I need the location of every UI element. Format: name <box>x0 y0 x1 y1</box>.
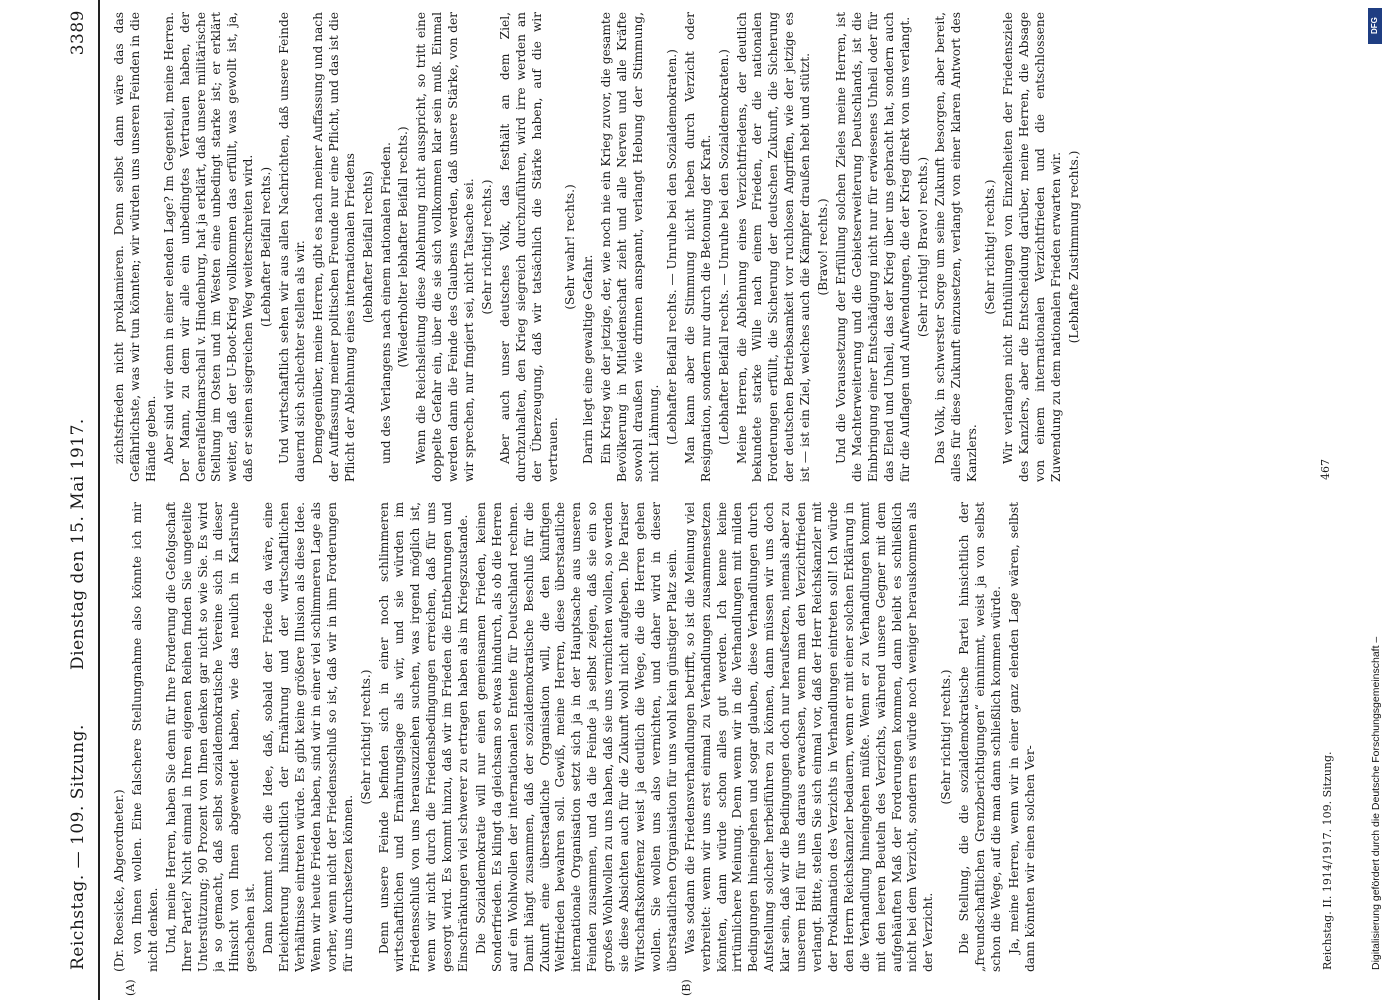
paragraph: Und, meine Herren, haben Sie denn für Ihre Forderung die Gefolgschaft Ihrer Partei? Nicht einmal in Ihren eigenen Reihen finden Sie ungeteilte Unterstützung; 90 Prozent von Ihnen denken gar nicht so wie Sie. Es wird ja so gemacht, daß selbst sozialdemokratische Vereine sich in dieser Hinsicht von Ihnen abgewendet haben, wie das neulich in Karlsruhe geschehen ist. <box>163 502 258 972</box>
folio-number: 467 <box>1319 459 1332 480</box>
paragraph: Die Stellung, die die sozialdemokratische Partei hinsichtlich der „freundschaftlichen Grenzberichtigungen“ einnimmt, weist ja von selbst schon die Wege, auf die man dann schließlich kommen würde. <box>957 502 1003 972</box>
paragraph: Wir verlangen nicht Enthüllungen von Einzelheiten der Friedensziele des Kanzlers, aber die Entscheidung darüber, meine Herren, die Absage von einem internationalen Verzichtfrieden und die entschlossene Zuwendung zu dem nationalen Frieden erwarten wir. <box>1001 12 1063 482</box>
margin-mark-b: (B) <box>680 979 693 996</box>
paragraph: Und wirtschaftlich sehen wir aus allen Nachrichten, daß unsere Feinde dauernd sich schlechter stellen als wir. <box>277 12 307 482</box>
margin-mark-a: (A) <box>124 979 137 996</box>
paragraph: (lebhafter Beifall rechts) <box>360 170 375 324</box>
page-header <box>58 0 100 1000</box>
paragraph: Was sodann die Friedensverhandlungen betrifft, so ist die Meinung viel verbreitet: wenn wir uns erst einmal zu Verhandlungen zusammensetzen könnten, dann würde schon alles gut werden. Ich kenne keine irrtümlichere Meinung. Denn wenn wir in die Verhandlungen mit milden Bedingungen hineingehen und sogar glauben, diese Verhandlungen durch Aufstellung solcher herbeiführen zu können, dann müssen wir uns doch klar sein, daß wir die Bedingungen doch nur heraufsetzen, niemals aber zu unserem Heil für uns daraus erwachsen, wenn man den Verzichtfrieden verlangt. Bitte, stellen Sie sich einmal vor, daß der Herr Reichskanzler mit der Proklamation des Verzichts in Verhandlungen eintreten soll! Ich würde den Herrn Reichskanzler bedauern, wenn er mit einer solchen Erklärung in die Verhandlung hineingehen müßte. Wenn er zu Verhandlungen kommt mit den leeren Beuteln des Verzichts, während unsere Gegner mit dem aufgehäuften Maß der Forderungen kommen, dann bleibt es schließlich nicht bei dem Verzicht, sondern es würde noch weniger herauskommen als der Verzicht. <box>682 502 936 972</box>
left-text-column <box>112 502 1300 972</box>
paragraph: Ein Krieg wie der jetzige, der, wie noch nie ein Krieg zuvor, die gesamte Bevölkerung in Mitleidenschaft zieht und alle Nerven und alle Kräfte sowohl draußen wie drinnen anspannt, verlangt Hebung der Stimmung, nicht Lähmung. <box>599 12 661 482</box>
paragraph: (Dr. Roesicke, Abgeordneter.) <box>112 789 126 972</box>
digitization-credit: Digitalisierung gefördert durch die Deutsche Forschungsgemeinschaft – <box>1370 636 1382 970</box>
header-session: Reichstag. — 109. Sitzung. <box>68 724 88 970</box>
paragraph: Meine Herren, die Ablehnung eines Verzichtfriedens, der deutlich bekundete starke Wille nach einem Frieden, der die nationalen Forderungen erfüllt, die Sicherung der deutschen Zukunft, die Sicherung der deutschen Betriebsamkeit vor ruchlosen Angriffen, wie der jetzige es ist — ist ein Ziel, welches auch die Kämpfer draußen hebt und stützt. <box>734 12 813 482</box>
paragraph: (Sehr richtig! rechts.) <box>479 179 494 315</box>
paragraph: Darin liegt eine gewaltige Gefahr. <box>581 254 596 464</box>
paragraph: Aber sind wir denn in einer elenden Lage? Im Gegenteil, meine Herren. Der Mann, zu dem wir alle ein unbedingtes Vertrauen haben, der Generalfeldmarschall v. Hindenburg, hat ja erklärt, daß unsere militärische Stellung im Osten und im Westen eine unbedingt starke ist; er erklärt weiter, daß der U-Boot-Krieg vollkommen das erfüllt, was gewollt ist, ja, daß er seinen siegreichen Weg weiterschreiten wird. <box>161 12 256 482</box>
paragraph: (Sehr richtig! rechts.) <box>983 179 998 315</box>
paragraph: Ja, meine Herren, wenn wir in einer ganz elenden Lage wären, selbst dann könnten wir einen solchen Ver- <box>1006 502 1037 972</box>
paragraph: Das Volk, in schwerster Sorge um seine Zukunft besorgen, aber bereit, alles für diese Zukunft einzusetzen, verlangt von einer klaren Antwort des Kanzlers. <box>933 12 980 482</box>
rotated-page <box>40 0 1340 1000</box>
paragraph: (Sehr richtig! rechts.) <box>939 669 954 805</box>
paragraph: (Bravo! rechts.) <box>816 198 831 296</box>
paragraph: Denn unsere Feinde befinden sich in einer noch schlimmeren wirtschaftlichen und Ernährungslage als wir, und sie würden im Friedensschluß von uns herauszuziehen suchen, was irgend möglich ist, wenn wir nicht durch die Friedensbedingungen erreichen, daß für uns gesorgt wird. Es kommt hinzu, daß wir im Frieden die Entbehrungen und Einschränkungen viel schwerer zu ertragen haben als im Kriegszustande. <box>376 502 471 972</box>
paragraph: (Sehr richtig! Bravo! rechts.) <box>915 156 930 338</box>
paragraph: (Lebhafter Beifall rechts. — Unruhe bei den Sozialdemokraten.) <box>664 49 679 445</box>
paragraph: Dann kommt noch die Idee, daß, sobald der Friede da wäre, eine Erleichterung hinsichtlich der Ernährung und der wirtschaftlichen Verhältnisse eintreten würde. Es gibt keine größere Illusion als diese Idee. Wenn wir heute Frieden haben, sind wir in einer viel schlimmeren Lage als vorher, wenn nicht der Friedensschluß so ist, daß wir in ihm Forderungen für uns durchsetzen können. <box>261 502 355 972</box>
paragraph: zichtsfrieden nicht proklamieren. Denn selbst dann wäre das das Gefährlichste, was wir tun könnten; wir würden uns unseren Feinden in die Hände geben. <box>112 12 158 482</box>
paragraph: und des Verlangens nach einem nationalen Frieden. <box>378 142 393 464</box>
paragraph: Und die Voraussetzung der Erfüllung solchen Zieles meine Herren, ist die Machterweiterung und die Gebietserweiterung Deutschlands, ist die Einbringung einer Entschädigung nicht nur für erwiesenes Unheil oder für das Elend und Unheil, das der Krieg über uns gebracht hat, sondern auch für die Auflagen und Aufwendungen, die der Krieg direkt von uns verlangt. <box>833 12 912 482</box>
paragraph: von Ihnen wollen. Eine falschere Stellungnahme also könnte ich mir nicht denken. <box>129 502 160 972</box>
paragraph: Die Sozialdemokratie will nur einen gemeinsamen Frieden, keinen Sonderfrieden. Es klingt da gleichsam so etwas hindurch, als ob die Herren auf ein Wohlwollen der internationalen Entente für Deutschland rechnen. Damit hängt zusammen, daß der sozialdemokratische Beschluß für die Zukunft eine überstaatliche Organisation will, die den künftigen Weltfrieden bewahren soll. Gewiß, meine Herren, diese überstaatliche internationale Organisation setzt sich ja in der Hauptsache aus unseren Feinden zusammen, und da die Feinde ja selbst zeigen, daß sie ein so großes Wohlwollen zu uns haben, daß sie uns vernichten wollen, so werden sie diese Absichten auch für die Zukunft wohl nicht aufgeben. Die Pariser Wirtschaftskonferenz weist ja deutlich die Wege, die die Herren gehen wollen. Sie wollen uns also vernichten, und daher wird in dieser überstaatlichen Organisation für uns wohl kein günstiger Platz sein. <box>473 502 679 972</box>
paragraph: Demgegenüber, meine Herren, gibt es nach meiner Auffassung und nach der Auffassung meiner politischen Freunde nur eine Pflicht, und das ist die Pflicht der Ablehnung eines internationalen Friedens <box>310 12 357 482</box>
paragraph: Man kann aber die Stimmung nicht heben durch Verzicht oder Resignation, sondern nur durch die Betonung der Kraft. <box>682 12 713 482</box>
header-date: Dienstag den 15. Mai 1917. <box>68 418 88 670</box>
paragraph: (Lebhafter Beifall rechts. — Unruhe bei den Sozialdemokraten.) <box>716 49 731 445</box>
dfg-logo: DFG <box>1368 8 1382 44</box>
page-number: 3389 <box>68 10 88 56</box>
paragraph: Wenn die Reichsleitung diese Ablehnung nicht ausspricht, so tritt eine doppelte Gefahr ein, über die sie sich vollkommen klar sein muß. Einmal werden dann die Feinde des Glaubens werden, daß unsere Stärke, von der wir sprechen, nur fingiert sei, nicht Tatsache sei. <box>414 12 477 482</box>
footer-citation: Reichstag. II. 1914/1917. 109. Sitzung. <box>1321 751 1334 970</box>
paragraph: Aber auch unser deutsches Volk, das festhält an dem Ziel, durchzuhalten, den Krieg siegreich durchzuführen, wird irre werden an der Überzeugung, daß wir tatsächlich die Stärke haben, auf die wir vertrauen. <box>497 12 560 482</box>
paragraph: (Lebhafte Zustimmung rechts.) <box>1066 150 1081 344</box>
paragraph: (Sehr wahr! rechts.) <box>563 184 578 310</box>
paragraph: (Lebhafter Beifall rechts.) <box>259 166 274 328</box>
paragraph: (Wiederholter lebhafter Beifall rechts.) <box>396 126 411 368</box>
right-text-column <box>112 12 1300 482</box>
paragraph: (Sehr richtig! rechts.) <box>358 669 373 805</box>
